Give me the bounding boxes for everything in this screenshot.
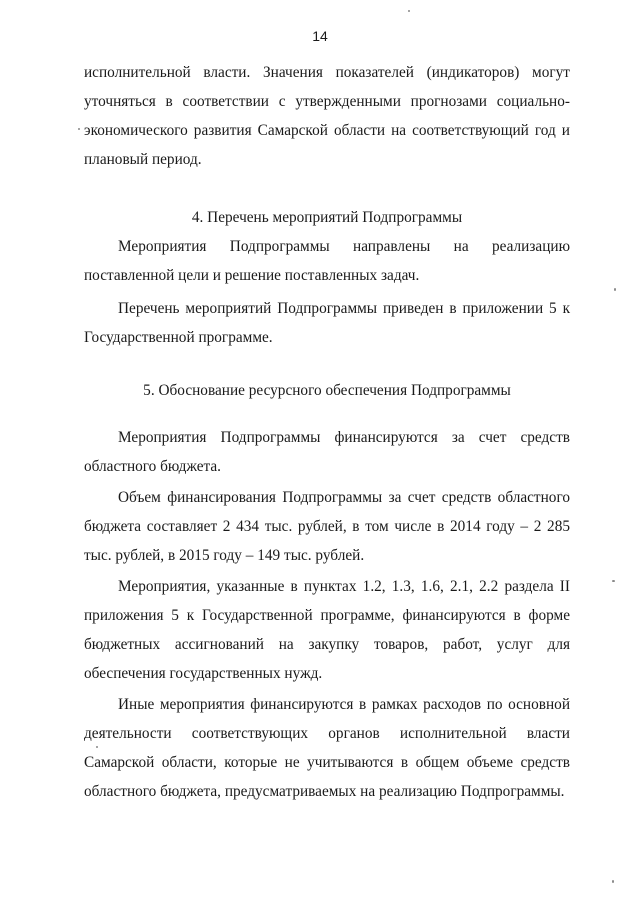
paragraph-intro: исполнительной власти. Значения показателей (индикаторов) могут уточняться в соответствии с утвержденными прогнозами социально-экономического развития Самарской области на соответствующий год и плановый период.: [84, 64, 570, 168]
scan-speck: [612, 580, 615, 582]
section-5-paragraph-4: Иные мероприятия финансируются в рамках расходов по основной деятельности соответствующих органов исполнительной власти Самарской области, которые не учитываются в общем объеме средств областного бюджета, предусматриваемых на реализацию Подпрограммы.: [84, 696, 570, 800]
scan-speck: [408, 10, 410, 12]
section-4-paragraph-2: Перечень мероприятий Подпрограммы приведен в приложении 5 к Государственной программе.: [84, 300, 570, 346]
document-body: [84, 58, 570, 806]
scan-speck: [96, 746, 98, 748]
scan-speck: [612, 880, 614, 883]
section-4-paragraph-1: Мероприятия Подпрограммы направлены на реализацию поставленной цели и решение поставленных задач.: [84, 238, 570, 284]
spacer: [84, 174, 570, 203]
scan-speck: [614, 288, 616, 291]
page-number: 14: [312, 28, 328, 44]
section-5-paragraph-2: Объем финансирования Подпрограммы за счет средств областного бюджета составляет 2 434 тыс. рублей, в том числе в 2014 году – 2 285 тыс. рублей, в 2015 году – 149 тыс. рублей.: [84, 489, 570, 564]
spacer: [84, 352, 570, 376]
section-5-paragraph-1: Мероприятия Подпрограммы финансируются за счет средств областного бюджета.: [84, 429, 570, 475]
spacer: [84, 405, 570, 423]
section-5-heading: 5. Обоснование ресурсного обеспечения Подпрограммы: [143, 382, 511, 399]
scan-speck: [78, 128, 80, 130]
section-5-paragraph-3: Мероприятия, указанные в пунктах 1.2, 1.3, 1.6, 2.1, 2.2 раздела II приложения 5 к Государственной программе, финансируются в форме бюджетных ассигнований на закупку товаров, работ, услуг для обеспечения государственных нужд.: [84, 578, 570, 682]
section-4-heading: 4. Перечень мероприятий Подпрограммы: [191, 209, 463, 226]
